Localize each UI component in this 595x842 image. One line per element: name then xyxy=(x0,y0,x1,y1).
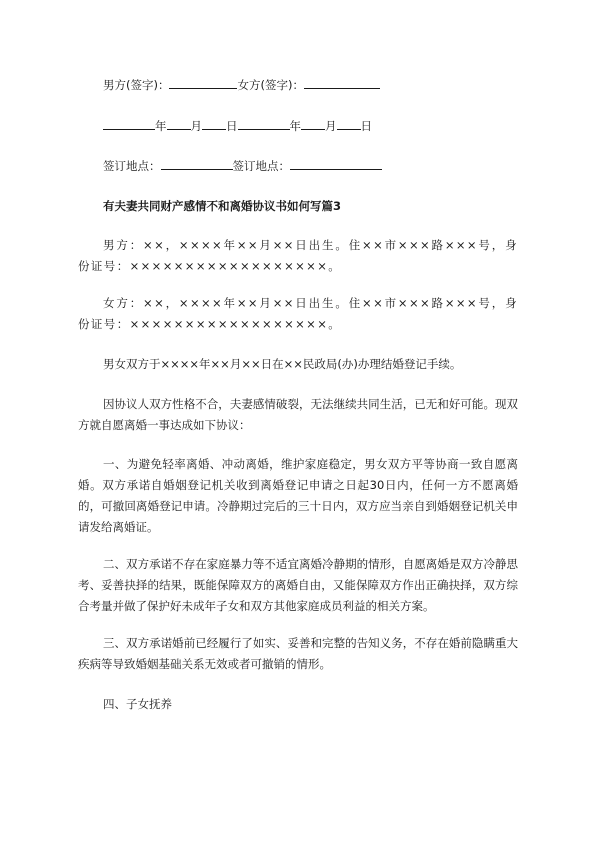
year-label-2: 年 xyxy=(289,119,301,133)
place-label-1: 签订地点： xyxy=(103,159,161,173)
month-label: 月 xyxy=(190,119,202,133)
male-signature-label: 男方(签字)： xyxy=(103,78,170,92)
paragraph-clause-1: 一、为避免轻率离婚、冲动离婚，维护家庭稳定，男女双方平等协商一致自愿离婚。双方承诺自婚姻登记机关收到离婚登记申请之日起30日内，任何一方不愿离婚的，可撤回离婚登记申请。冷静期过完后的三十日内，双方应当亲自到婚姻登记机关申请发给离婚证。 xyxy=(78,457,518,534)
paragraph-clause-2: 二、双方承诺不存在家庭暴力等不适宜离婚冷静期的情形，自愿离婚是双方冷静思考、妥善抉择的结果，既能保障双方的离婚自由，又能保障双方作出正确抉择，双方综合考量并做了保护好未成年子女和双方其他家庭成员利益的相关方案。 xyxy=(78,557,518,613)
year-blank xyxy=(103,116,155,130)
month-blank xyxy=(167,116,191,130)
place-label-2: 签订地点： xyxy=(232,159,290,173)
female-signature-label: 女方(签字)： xyxy=(237,78,304,92)
year-label: 年 xyxy=(155,119,167,133)
place-blank-2 xyxy=(290,156,382,170)
place-blank-1 xyxy=(161,156,233,170)
female-signature-blank xyxy=(304,75,380,89)
paragraph-male-info: 男方：××，××××年××月××日出生。住××市×××路×××号，身份证号：××××××××××××××××××。 xyxy=(78,238,518,273)
section-heading: 有夫妻共同财产感情不和离婚协议书如何写篇3 xyxy=(103,199,341,213)
paragraph-clause-4-heading: 四、子女抚养 xyxy=(103,697,172,711)
male-signature-blank xyxy=(169,75,237,89)
day-blank xyxy=(202,116,226,130)
paragraph-clause-3: 三、双方承诺婚前已经履行了如实、妥善和完整的告知义务，不存在婚前隐瞒重大疾病等导致婚姻基础关系无效或者可撤销的情形。 xyxy=(78,636,518,671)
date-line xyxy=(103,116,543,136)
day-label-2: 日 xyxy=(360,119,372,133)
year-blank-2 xyxy=(238,116,290,130)
paragraph-marriage-registration: 男女双方于××××年××月××日在××民政局(办)办理结婚登记手续。 xyxy=(103,357,462,371)
month-blank-2 xyxy=(301,116,325,130)
month-label-2: 月 xyxy=(325,119,337,133)
place-line xyxy=(103,156,543,176)
paragraph-female-info: 女方：××，××××年××月××日出生。住××市×××路×××号，身份证号：××××××××××××××××××。 xyxy=(78,296,518,331)
day-blank-2 xyxy=(337,116,361,130)
day-label: 日 xyxy=(226,119,238,133)
signature-line xyxy=(103,75,543,95)
paragraph-reason: 因协议人双方性格不合，夫妻感情破裂，无法继续共同生活，已无和好可能。现双方就自愿离婚一事达成如下协议： xyxy=(78,397,518,432)
